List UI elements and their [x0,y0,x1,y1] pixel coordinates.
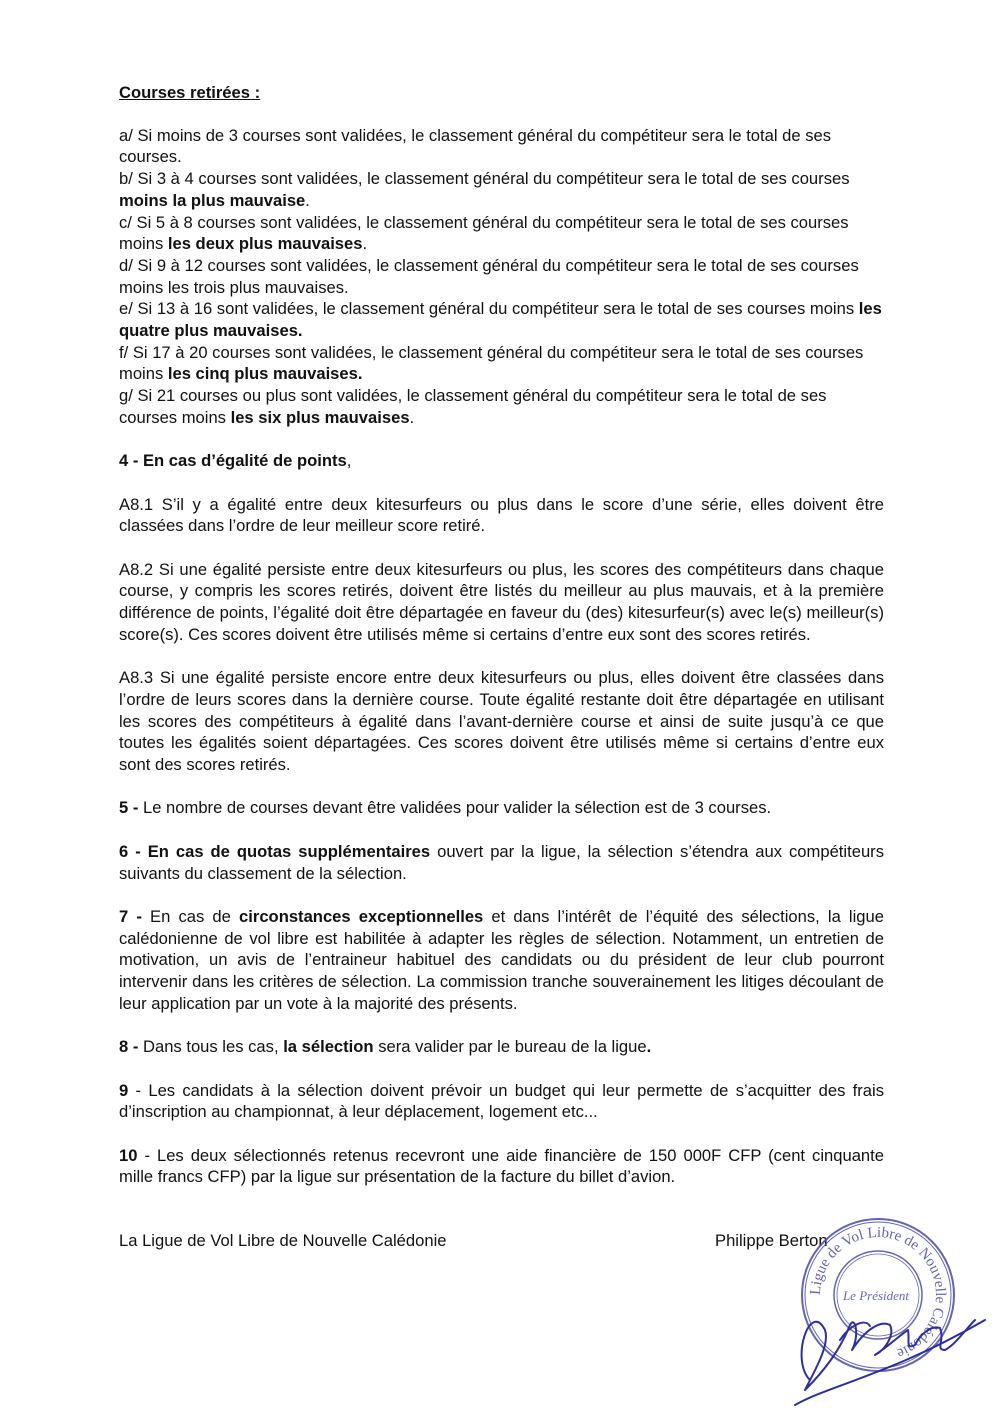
document-body [119,82,884,1188]
paragraph-9: 9 - Les candidats à la sélection doivent prévoir un budget qui leur permette de s’acquitter des frais d’inscription au championnat, à leur déplacement, logement etc... [119,1080,884,1122]
paragraph-8: 8 - Dans tous les cas, la sélection sera valider par le bureau de la ligue. [119,1037,652,1057]
paragraph-6: 6 - En cas de quotas supplémentaires ouvert par la ligue, la sélection s’étendra aux compétiteurs suivants du classement de la sélection. [119,841,884,883]
rule-f: f/ Si 17 à 20 courses sont validées, le classement général du compétiteur sera le total de ses courses moins les cinq plus mauvaises. [119,342,864,384]
stamp-ring-text: Ligue de Vol Libre de Nouvelle Calédonie [807,1224,949,1362]
paragraph-a8-2: A8.2 Si une égalité persiste entre deux kitesurfeurs ou plus, les scores des compétiteurs dans chaque course, y compris les scores retirés, doivent être listés du meilleur au plus mauvais, et à la première différence de points, l’égalité doit être départagée en faveur du (des) kitesurfeur(s) avec le(s) meilleur(s) score(s). Ces scores doivent être utilisés même si certains d’entre eux sont des scores retirés. [119,559,884,644]
organization-name: La Ligue de Vol Libre de Nouvelle Calédonie [119,1231,447,1250]
section-heading-courses-retirees: Courses retirées : [119,83,261,102]
paragraph-5: 5 - Le nombre de courses devant être validées pour valider la sélection est de 3 courses. [119,798,772,818]
rules-list [119,125,884,429]
handwritten-signature [795,1320,985,1405]
paragraph-a8-1: A8.1 S’il y a égalité entre deux kitesurfeurs ou plus dans le score d’une série, elles doivent être classées dans l’ordre de leur meilleur score retiré. [119,494,884,536]
rule-e: e/ Si 13 à 16 sont validées, le classement général du compétiteur sera le total de ses courses moins les quatre plus mauvaises. [119,299,882,341]
rule-g: g/ Si 21 courses ou plus sont validées, le classement général du compétiteur sera le total de ses courses moins les six plus mauvaises. [119,386,827,427]
rule-b: b/ Si 3 à 4 courses sont validées, le classement général du compétiteur sera le total de ses courses moins la plus mauvaise. [119,169,850,210]
rule-c: c/ Si 5 à 8 courses sont validées, le classement général du compétiteur sera le total de ses courses moins les deux plus mauvaises. [119,212,849,254]
rule-a: a/ Si moins de 3 courses sont validées, le classement général du compétiteur sera le total de ses courses. [119,125,832,167]
president-name: Philippe Berton [715,1231,828,1250]
section-4-title: 4 - En cas d’égalité de points, [119,451,352,471]
president-stamp-and-signature [770,1150,1000,1414]
paragraph-7: 7 - En cas de circonstances exceptionnelles et dans l’intérêt de l’équité des sélections, la ligue calédonienne de vol libre est habilitée à adapter les règles de sélection. Notamment, un entretien de motivation, un avis de l’entraineur habituel des candidats ou du président de leur club pourront intervenir dans les critères de sélection. La commission tranche souverainement les litiges découlant de leur application par un vote à la majorité des présents. [119,906,884,1013]
rule-d: d/ Si 9 à 12 courses sont validées, le classement général du compétiteur sera le total de ses courses moins les trois plus mauvaises. [119,255,859,297]
paragraph-10: 10 - Les deux sélectionnés retenus recevront une aide financière de 150 000F CFP (cent cinquante mille francs CFP) par la ligue sur présentation de la facture du billet d’avion. [119,1145,884,1187]
paragraph-a8-3: A8.3 Si une égalité persiste encore entre deux kitesurfeurs ou plus, elles doivent être classées dans l’ordre de leurs scores dans la dernière course. Toute égalité restante doit être départagée en utilisant les scores des compétiteurs à égalité dans l’avant-dernière course et ainsi de suite jusqu’à ce que toutes les égalités soient départagées. Ces scores doivent être utilisés même si certains d’entre eux sont des scores retirés. [119,668,884,775]
stamp-center-text: Le Président [842,1288,910,1303]
